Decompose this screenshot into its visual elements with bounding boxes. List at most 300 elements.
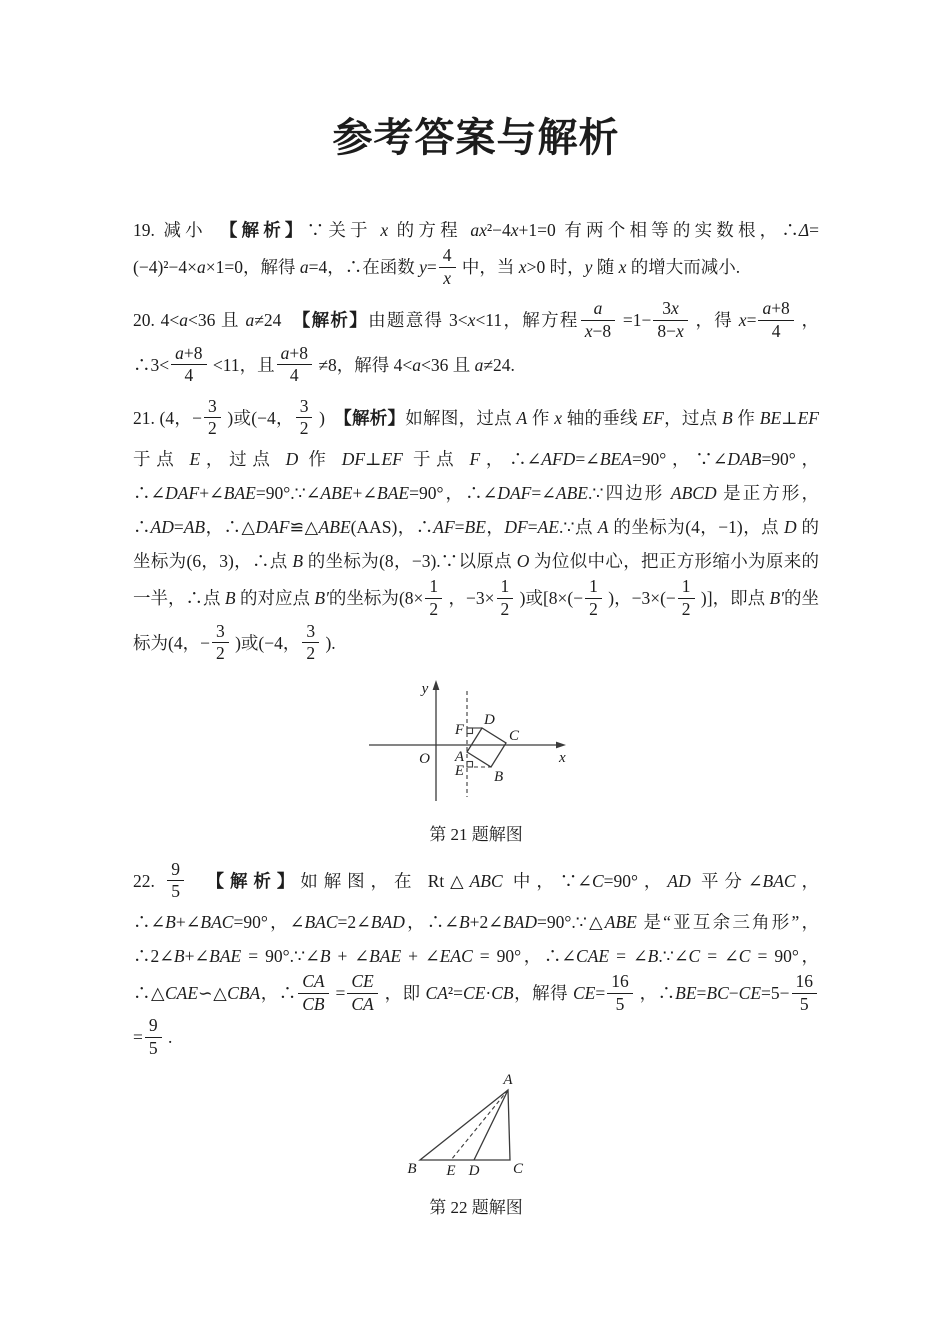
fraction-numerator [758, 299, 793, 321]
fraction [302, 622, 319, 664]
math-run: x [618, 257, 627, 278]
fraction [581, 299, 615, 341]
fraction [439, 246, 456, 288]
figure-22 [133, 1072, 819, 1218]
point-label-E: E [454, 762, 464, 779]
text-run: =90°.∵△ [537, 911, 605, 932]
math-run: CBA [227, 983, 261, 1004]
right-angle-mark-F-icon [467, 728, 473, 734]
fraction-numerator [581, 299, 615, 321]
text-run: =5− [761, 983, 790, 1004]
fraction-denominator [585, 599, 602, 620]
math-run: D [285, 448, 299, 469]
math-run: BE [464, 517, 486, 538]
text-run: 1 [681, 576, 691, 597]
text-run: (AAS)，∴ [350, 517, 434, 538]
text-run: +8 [289, 342, 308, 363]
triangle-ABC [420, 1090, 510, 1160]
text-run: ∽△ [198, 983, 228, 1004]
math-run: O [516, 551, 530, 572]
text-run: =∠ [531, 483, 556, 503]
math-run: DAF [497, 483, 532, 503]
text-run: − [728, 983, 739, 1004]
text-run: <36 且 [187, 310, 246, 331]
text-run: >0 时， [526, 257, 585, 278]
math-run: E [189, 448, 201, 469]
point-label-B: B [494, 768, 504, 785]
text-run: = [133, 1027, 143, 1048]
text-run: = [746, 310, 757, 331]
text-run: 9 [148, 1015, 158, 1036]
text-run: 的方程 [388, 220, 471, 240]
point-label-F: F [454, 721, 464, 738]
bold-label: 【解析】 [301, 310, 369, 331]
math-run: ABCD [670, 483, 717, 503]
text-run: .∵∠ [658, 946, 689, 967]
text-run: 是“亚互余三角形”，∴2∠ [133, 911, 819, 967]
math-run: BAE [223, 483, 256, 503]
text-run: 5 [148, 1037, 158, 1058]
text-run: 4 [289, 365, 299, 386]
text-run: ，∴ [634, 983, 676, 1004]
fraction [678, 577, 695, 619]
text-run: 1 [589, 576, 598, 597]
text-run: ，即 [379, 983, 426, 1004]
math-run: x [584, 320, 593, 341]
right-angle-mark-E-icon [467, 761, 473, 767]
text-run: ，∴∠ [480, 448, 542, 469]
fraction-denominator [607, 994, 633, 1015]
text-run: = [426, 257, 437, 278]
text-run: 作 [527, 407, 555, 428]
point-label-C: C [512, 1160, 524, 1177]
math-run: ax [470, 220, 487, 240]
math-run: BE [675, 983, 697, 1004]
text-run: =(−4)²−4× [133, 220, 820, 278]
math-run: a [175, 342, 184, 363]
text-run: ，∴∠ [133, 870, 820, 932]
fraction-denominator [347, 994, 377, 1015]
text-run: ⊥ [781, 407, 798, 428]
fraction-denominator [497, 599, 514, 620]
fraction-numerator [212, 622, 229, 644]
text-run: 为位似中心，把正方形缩小为原来的一半，∴点 [133, 551, 820, 609]
math-run: ABC [469, 870, 503, 891]
text-run: 中，∵∠ [502, 870, 592, 891]
text-run: ×1=0，解得 [205, 257, 300, 278]
text-run: 3 [299, 395, 309, 416]
text-run: +∠ [184, 946, 210, 967]
fraction-denominator [277, 365, 312, 386]
text-run: 21. (4，− [133, 407, 202, 428]
math-run: B [173, 946, 185, 967]
text-run: 于点 [133, 448, 190, 469]
text-run: ⊥ [365, 448, 382, 469]
text-run: =∠ [575, 448, 600, 469]
text-run: 16 [611, 971, 629, 992]
math-run: a [299, 257, 309, 278]
fraction-numerator [296, 397, 313, 419]
text-run: =90°， [603, 870, 668, 891]
text-run: )，−3×(− [603, 588, 676, 609]
text-run: −8 [592, 320, 612, 341]
text-run: 随 [592, 257, 619, 278]
text-run: = ∠ [700, 946, 739, 967]
math-run: BAC [762, 870, 796, 891]
math-run: a [474, 354, 484, 375]
text-run: + ∠ [330, 946, 370, 967]
text-run: 的坐标为(4，−1)，点 [608, 517, 785, 538]
math-run: CE [573, 983, 596, 1004]
text-run: 2 [681, 598, 691, 619]
math-run: D [784, 517, 797, 538]
fraction-numerator [425, 577, 442, 599]
math-run: CAE [576, 946, 610, 967]
text-run: +1=0 有两个相等的实数根，∴ [518, 220, 799, 240]
math-run: CA [351, 993, 374, 1014]
text-run: ，∴ [260, 983, 297, 1004]
page-title: 参考答案与解析 [332, 116, 620, 160]
math-run: AE [537, 517, 559, 538]
math-run: Δ [798, 220, 810, 240]
figure-22-diagram [406, 1072, 546, 1182]
fraction-numerator [298, 972, 328, 994]
math-run: B′ [314, 588, 329, 609]
fraction [347, 972, 377, 1014]
fraction-denominator [792, 994, 818, 1015]
text-run: <11，且 [208, 354, 275, 375]
text-run: 平分∠ [690, 870, 763, 891]
math-run: A [516, 407, 528, 428]
math-run: BE [759, 407, 782, 428]
fraction-numerator [439, 246, 456, 268]
text-run: 的坐标为(6，3)，∴点 [133, 517, 820, 572]
fraction-denominator [145, 1038, 162, 1059]
math-run: B [647, 946, 659, 967]
math-run: C [688, 946, 701, 967]
fraction-denominator [302, 643, 319, 664]
text-run: 轴的垂线 [562, 407, 643, 428]
math-run: BEA [599, 448, 632, 469]
text-run: +∠ [352, 483, 377, 503]
problem-20-solution [133, 300, 819, 388]
math-run: ABE [555, 483, 588, 503]
text-run: 3 [306, 620, 316, 641]
text-run [186, 871, 215, 891]
text-run: 如解图，在 Rt△ [300, 870, 470, 891]
math-run: AFD [541, 448, 576, 469]
text-run: =2∠ [337, 911, 371, 932]
text-run: 5 [171, 881, 180, 902]
math-run: CE [351, 971, 374, 992]
text-run: )或(−4， [222, 407, 294, 428]
fraction-numerator [204, 397, 221, 419]
point-label-D: D [484, 711, 495, 728]
text-run: ) [314, 407, 343, 428]
text-run: = [595, 983, 606, 1004]
math-run: a [280, 342, 290, 363]
text-run: 5 [799, 993, 809, 1014]
math-run: BAD [502, 911, 537, 932]
fraction [171, 344, 206, 386]
math-run: B′ [769, 588, 784, 609]
text-run: 2 [306, 643, 316, 664]
math-run: x [467, 310, 476, 331]
text-run: = 90°.∵∠ [241, 946, 320, 967]
text-run: = 90°，∴△ [133, 946, 819, 1004]
math-run: x [675, 320, 684, 341]
fraction [653, 299, 687, 341]
math-run: DF [504, 517, 528, 538]
math-run: C [591, 870, 604, 891]
text-run: )或(−4， [230, 632, 301, 653]
text-run: ，−3× [444, 588, 495, 609]
text-run: 中，当 [457, 257, 519, 278]
fraction-denominator [298, 994, 328, 1015]
text-run: 2 [208, 418, 217, 439]
fraction-denominator [581, 321, 615, 342]
text-run: +2∠ [469, 911, 503, 932]
math-run: CE [463, 983, 486, 1004]
math-run: CE [738, 983, 762, 1004]
text-run: 是正方形，∴ [133, 483, 820, 538]
math-run: B [319, 946, 331, 967]
text-run: ，∴3< [133, 310, 820, 375]
text-run: 1 [429, 576, 439, 597]
math-run: a [179, 310, 188, 331]
fraction-denominator [171, 365, 206, 386]
fraction-numerator [277, 344, 312, 366]
text-run: =90°，∴∠ [133, 448, 820, 503]
math-run: B [165, 911, 176, 932]
math-run: AD [150, 517, 174, 538]
fraction [585, 577, 602, 619]
figure-21-diagram [361, 677, 591, 809]
math-run: DAF [255, 517, 290, 538]
text-run: 2 [500, 598, 510, 619]
text-run: ∵关于 [306, 220, 381, 240]
math-run: a [412, 354, 421, 375]
text-run: ，∴△ [205, 517, 256, 538]
fraction [167, 860, 184, 902]
problem-19-solution [133, 213, 819, 291]
math-run: a [593, 298, 603, 319]
fraction-denominator [425, 599, 442, 620]
math-run: BAE [209, 946, 242, 967]
text-run: . [163, 1027, 173, 1048]
math-run: ABE [604, 911, 637, 932]
math-run: EF [797, 407, 819, 428]
fraction [497, 577, 514, 619]
text-run: 5 [615, 993, 625, 1014]
math-run: B [722, 407, 733, 428]
text-run: 3 [215, 620, 225, 641]
text-run: 2 [429, 598, 439, 619]
fraction-numerator [678, 577, 695, 599]
axis-label-x: x [559, 749, 566, 766]
text-run: 20. 4< [133, 310, 180, 331]
text-run: ²−4 [486, 220, 511, 240]
text-run: .∵四边形 [587, 483, 671, 503]
fraction [792, 972, 818, 1014]
fraction [145, 1016, 162, 1058]
text-run: ， [485, 517, 505, 538]
text-run: ，解得 [513, 983, 573, 1004]
text-run: 的坐标为(8× [328, 588, 424, 609]
fraction [204, 397, 221, 439]
math-run: EAC [439, 946, 473, 967]
text-run: 3 [662, 298, 672, 319]
math-run: BC [706, 983, 729, 1004]
fraction-numerator [145, 1016, 162, 1038]
math-run: CB [302, 993, 325, 1014]
point-label-A: A [503, 1071, 513, 1088]
math-run: x [518, 257, 527, 278]
text-run: 的增大而减小. [626, 257, 741, 278]
text-run: ≌△ [289, 517, 319, 538]
math-run: B [292, 551, 304, 572]
text-run: 于点 [402, 448, 470, 469]
point-label-D: D [468, 1162, 480, 1179]
math-run: BAE [369, 946, 402, 967]
math-run: a [762, 298, 772, 319]
text-run: ²= [447, 983, 464, 1004]
fraction-numerator [607, 972, 633, 994]
math-run: EF [381, 448, 403, 469]
text-run: )或[8×(− [515, 588, 584, 609]
fraction-denominator [212, 643, 229, 664]
fraction [758, 299, 793, 341]
text-run: 4 [442, 245, 452, 266]
fraction [607, 972, 633, 1014]
problem-21-solution [133, 395, 820, 667]
text-run: = [330, 983, 346, 1004]
math-run: CB [491, 983, 514, 1004]
text-run: +∠ [199, 483, 224, 503]
text-run: 的对应点 [235, 588, 315, 609]
math-run: x [671, 298, 679, 319]
math-run: DF [341, 448, 366, 469]
point-label-A: A [454, 748, 464, 765]
text-run: = [696, 983, 707, 1004]
text-run: ≠24 [254, 310, 302, 331]
math-run: x [554, 407, 563, 428]
text-run: 2 [299, 418, 309, 439]
math-run: CA [425, 983, 448, 1004]
point-label-E: E [446, 1162, 456, 1179]
text-run: 的坐标为(4，− [133, 588, 820, 653]
fraction [277, 344, 312, 386]
fraction-denominator [678, 599, 695, 620]
math-run: DAF [165, 483, 200, 503]
math-run: B [224, 588, 236, 609]
point-label-B: B [407, 1160, 417, 1177]
math-run: A [597, 517, 609, 538]
text-run: <11，解方程 [475, 310, 579, 331]
math-run: a [197, 257, 206, 278]
text-run: · [485, 983, 492, 1004]
text-run: ≠8，解得 4< [313, 354, 413, 375]
problem-22-solution [133, 858, 820, 1062]
axis-label-y: y [421, 680, 429, 697]
fraction [425, 577, 442, 619]
fraction-denominator [296, 418, 313, 439]
text-run: 4 [184, 365, 194, 386]
math-run: BAE [377, 483, 410, 503]
text-run: )]，即点 [696, 588, 770, 609]
bold-label: 【解析】 [342, 407, 406, 428]
text-run: 1 [500, 576, 510, 597]
math-run: F [469, 448, 481, 469]
math-run: BAC [304, 911, 338, 932]
text-run: = [173, 517, 184, 538]
bold-label: 【解析】 [228, 220, 307, 240]
math-run: AF [433, 517, 455, 538]
fraction-denominator [204, 418, 221, 439]
text-run: ，过点 [200, 448, 286, 469]
math-run: BAD [370, 911, 405, 932]
text-run: <36 且 [420, 354, 475, 375]
text-run: +∠ [175, 911, 201, 932]
math-run: DAB [727, 448, 762, 469]
math-run: CAE [164, 983, 199, 1004]
fraction-numerator [585, 577, 602, 599]
fraction-denominator [758, 321, 793, 342]
text-run: ，得 [689, 310, 739, 331]
text-run: +8 [771, 298, 790, 319]
text-run: = [454, 517, 465, 538]
fraction [298, 972, 328, 1014]
text-run: ≠24. [483, 354, 515, 375]
fraction-numerator [167, 860, 184, 882]
math-run: x [443, 267, 452, 288]
text-run: =90°.∵∠ [255, 483, 321, 503]
math-run: EF [642, 407, 664, 428]
math-run: a [245, 310, 255, 331]
text-run: = [527, 517, 538, 538]
text-run: =90°，∴∠ [409, 483, 498, 503]
text-run: ，过点 [663, 407, 722, 428]
text-run: 由题意得 3< [368, 310, 468, 331]
text-run: .∵点 [558, 517, 598, 538]
fraction-numerator [302, 622, 319, 644]
figure-22-caption: 第 22 题解图 [429, 1197, 523, 1217]
text-run: + ∠ [401, 946, 440, 967]
figure-21 [133, 677, 819, 845]
text-run: 2 [215, 643, 225, 664]
math-run: C [738, 946, 751, 967]
text-run: 8− [657, 320, 676, 341]
text-run: 3 [208, 395, 217, 416]
text-run: =4，∴在函数 [308, 257, 420, 278]
text-run: 22. [133, 870, 166, 891]
text-run: 作 [732, 407, 760, 428]
fraction-denominator [439, 268, 456, 289]
point-label-C: C [509, 727, 520, 744]
x-axis-arrow-icon [556, 741, 566, 748]
text-run: 16 [795, 971, 814, 992]
math-run: y [419, 257, 427, 278]
math-run: x [380, 220, 389, 240]
math-run: x [738, 310, 747, 331]
math-run: y [584, 257, 593, 278]
math-run: x [510, 220, 519, 240]
text-run: ，∴∠ [404, 911, 459, 932]
bold-label: 【解析】 [215, 870, 301, 891]
math-run: BAC [200, 911, 234, 932]
math-run: CA [302, 971, 325, 992]
y-axis-arrow-icon [433, 680, 440, 690]
